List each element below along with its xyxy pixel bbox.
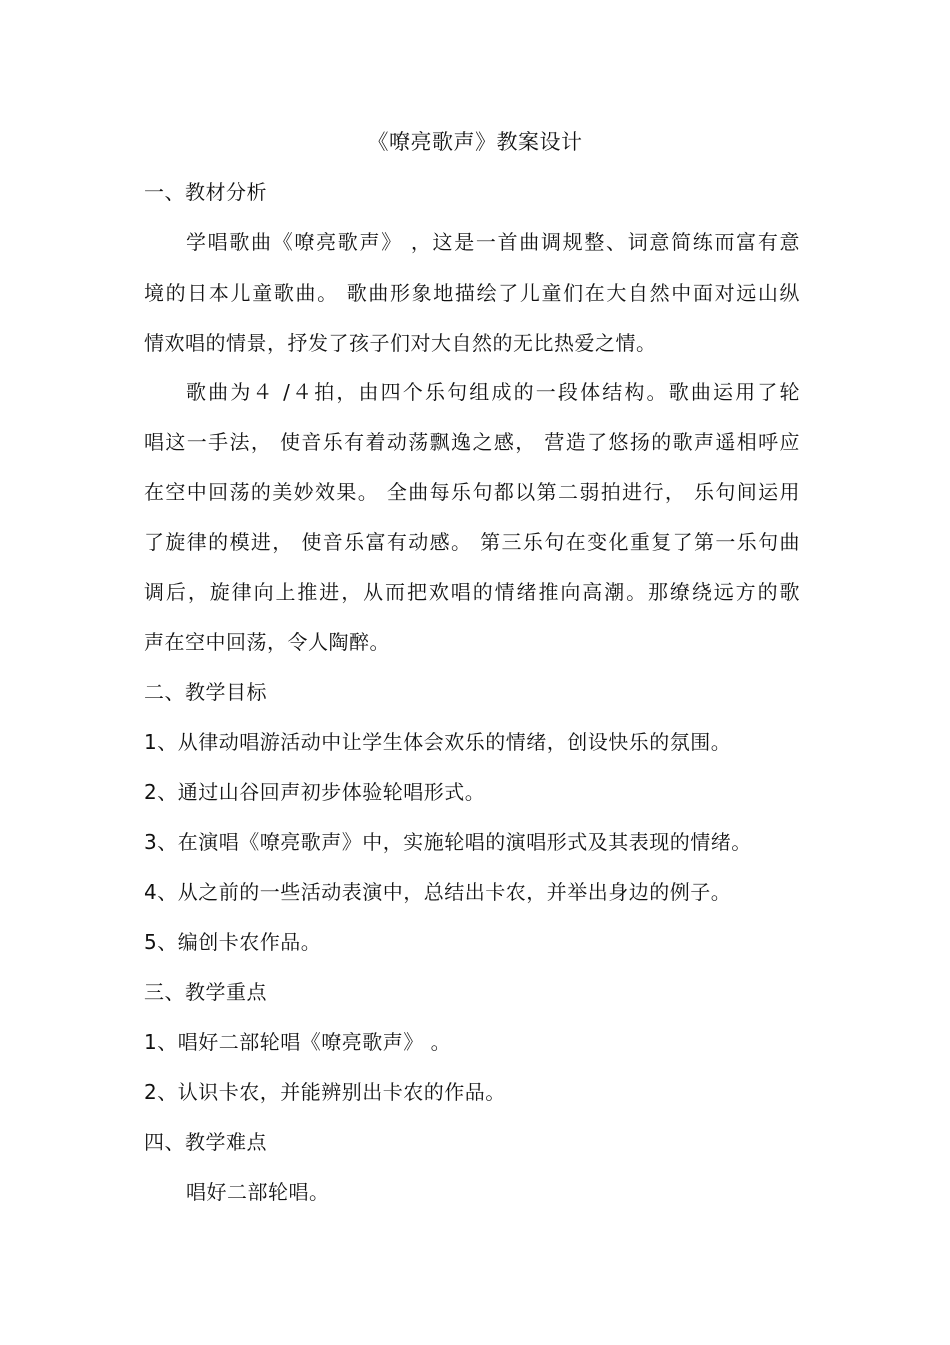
document-title: 《嘹亮歌声》教案设计 <box>367 130 583 154</box>
paragraph-line: 学唱歌曲《嘹亮歌声》 ，这是一首曲调规整、词意简练而富有意 <box>186 230 800 254</box>
list-item: 2、通过山谷回声初步体验轮唱形式。 <box>144 780 486 804</box>
paragraph-line: 情欢唱的情景，抒发了孩子们对大自然的无比热爱之情。 <box>144 331 657 355</box>
paragraph-line: 调后，旋律向上推进，从而把欢唱的情绪推向高潮。那缭绕远方的歌 <box>144 580 800 604</box>
list-item: 1、唱好二部轮唱《嘹亮歌声》 。 <box>144 1030 452 1054</box>
section-heading-teaching-difficulty: 四、教学难点 <box>144 1130 267 1154</box>
paragraph-line: 在空中回荡的美妙效果。 全曲每乐句都以第二弱拍进行， 乐句间运用 <box>144 480 800 504</box>
list-item: 5、编创卡农作品。 <box>144 930 322 954</box>
section-heading-teaching-goals: 二、教学目标 <box>144 680 267 704</box>
section-heading-teaching-focus: 三、教学重点 <box>144 980 267 1004</box>
paragraph-line: 唱好二部轮唱。 <box>186 1180 330 1204</box>
paragraph-line: 了旋律的模进， 使音乐富有动感。 第三乐句在变化重复了第一乐句曲 <box>144 530 800 554</box>
list-item: 2、认识卡农，并能辨别出卡农的作品。 <box>144 1080 506 1104</box>
section-heading-textbook-analysis: 一、教材分析 <box>144 180 267 204</box>
paragraph-line: 声在空中回荡，令人陶醉。 <box>144 630 390 654</box>
paragraph-line: 歌曲为４ /４拍，由四个乐句组成的一段体结构。歌曲运用了轮 <box>186 380 800 404</box>
list-item: 1、从律动唱游活动中让学生体会欢乐的情绪，创设快乐的氛围。 <box>144 730 732 754</box>
paragraph-line: 唱这一手法， 使音乐有着动荡飘逸之感， 营造了悠扬的歌声遥相呼应 <box>144 430 800 454</box>
paragraph-line: 境的日本儿童歌曲。 歌曲形象地描绘了儿童们在大自然中面对远山纵 <box>144 281 800 305</box>
list-item: 4、从之前的一些活动表演中，总结出卡农，并举出身边的例子。 <box>144 880 732 904</box>
list-item: 3、在演唱《嘹亮歌声》中，实施轮唱的演唱形式及其表现的情绪。 <box>144 830 752 854</box>
